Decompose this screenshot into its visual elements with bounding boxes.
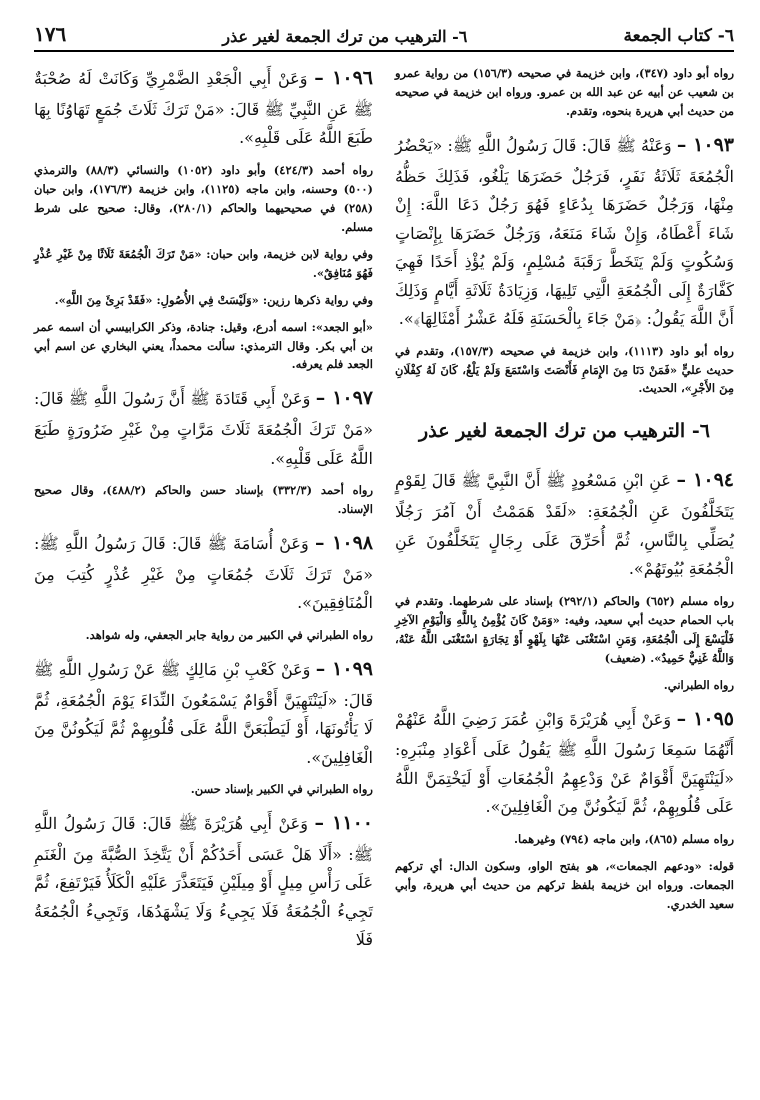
hadith-body: وَعَنْ أَبِي هُرَيْرَةَ وَابْنِ عُمَرَ رَضِيَ اللَّهُ عَنْهُمْ أَنَّهُمَا سَمِعَا رَسُولَ اللَّهِ ﷺ يَقُولُ عَلَى أَعْوَادِ مِنْبَرِهِ: «لَيَنْتَهِيَنَّ أَقْوَامٌ عَنْ وَدْعِهِمُ الْجُمُعَاتِ أَوْ لَيَخْتِمَنَّ اللَّهُ عَلَى قُلُوبِهِمْ، ثُمَّ لَيَكُونُنَّ مِنَ الْغَافِلِينَ». bbox=[395, 709, 734, 817]
hadith-block bbox=[34, 382, 373, 473]
hadith-body: وَعَنْ كَعْبِ بْنِ مَالِكٍ ﷺ عَنْ رَسُولِ اللَّهِ ﷺ قَالَ: «لَيَنْتَهِيَنَّ أَقْوَامٌ يَسْمَعُونَ النِّدَاءَ يَوْمَ الْجُمُعَةِ، ثُمَّ لَا يَأْتُونَهَا، أَوْ لَيَطْبَعَنَّ اللَّهُ عَلَى قُلُوبِهِمْ ثُمَّ لَيَكُونُنَّ مِنَ الْغَافِلِينَ». bbox=[34, 659, 373, 767]
hadith-number: ١٠٩٩ – bbox=[315, 657, 373, 680]
section-heading: ٦- الترهيب من ترك الجمعة لغير عذر bbox=[222, 27, 468, 46]
hadith-body: وَعَنْ أُسَامَةَ ﷺ قَالَ: قَالَ رَسُولُ اللَّهِ ﷺ: «مَنْ تَرَكَ ثَلَاثَ جُمُعَاتٍ مِنْ غَيْرِ عُذْرٍ كُتِبَ مِنَ الْمُنَافِقِينَ». bbox=[34, 534, 373, 613]
hadith-number: ١٠٩٣ – bbox=[676, 133, 734, 156]
hadith-block bbox=[395, 129, 734, 334]
source-note: رواه أحمد (٣٣٢/٣) بإسناد حسن والحاكم (٤٨٨/٢)، وقال صحيح الإسناد. bbox=[34, 483, 374, 517]
chapter-section-title: ٦- الترهيب من ترك الجمعة لغير عذر bbox=[419, 420, 710, 443]
source-note: رواه الطبراني في الكبير بإسناد حسن. bbox=[190, 782, 373, 797]
hadith-number: ١٠٩٧ – bbox=[315, 387, 374, 410]
hadith-number: ١١٠٠ – bbox=[314, 812, 373, 835]
source-note: رواه أحمد (٤٢٤/٣) وأبو داود (١٠٥٢) والنسائي (٨٨/٣) والترمذي (٥٠٠) وحسنه، وابن ماجه (١١٢٥)، وابن خزيمة (١٧٦/٣)، وابن حبان (٢٥٨) في صحيحيهما والحاكم (٢٨٠/١)، وقال: صحيح على شرط مسلم. bbox=[34, 162, 374, 234]
hadith-text bbox=[34, 807, 373, 955]
source-note: رواه الطبراني. bbox=[663, 677, 734, 692]
hadith-text bbox=[34, 653, 373, 772]
hadith-block bbox=[395, 464, 734, 583]
hadith-block bbox=[34, 653, 373, 772]
hadith-text bbox=[395, 703, 734, 822]
hadith-block bbox=[34, 807, 373, 955]
hadith-body: وَعَنْ أَبِي هُرَيْرَةَ ﷺ قَالَ: قَالَ رَسُولُ اللَّهِ ﷺ: «أَلَا هَلْ عَسَى أَحَدُكُمْ أَنْ يَتَّخِذَ الصُّبَّةَ مِنَ الْغَنَمِ عَلَى رَأْسِ مِيلٍ أَوْ مِيلَيْنِ فَيَتَعَذَّرَ عَلَيْهِ الْكَلَأُ فَيَرْتَفِعَ، ثُمَّ تَجِيءُ الْجُمُعَةُ فَلَا يَجِيءُ وَلَا يَشْهَدُهَا، وَتَجِيءُ الْجُمُعَةُ فَلَا bbox=[34, 814, 373, 950]
chapter-heading: ٦- كتاب الجمعة bbox=[623, 26, 734, 46]
hadith-body: وَعَنْهُ ﷺ قَالَ: قَالَ رَسُولُ اللَّهِ ﷺ: «يَحْضُرُ الْجُمُعَةَ ثَلَاثَةُ نَفَرٍ، فَرَجُلٌ حَضَرَهَا يَلْغُو، فَذَلِكَ حَظُّهُ مِنْهَا، وَرَجُلٌ حَضَرَهَا بِدُعَاءٍ فَهُوَ رَجُلٌ دَعَا اللَّهَ: إِنْ شَاءَ أَعْطَاهُ، وَإِنْ شَاءَ مَنَعَهُ، وَرَجُلٌ حَضَرَهَا بِإِنْصَاتٍ وَسُكُوتٍ وَلَمْ يَتَخَطَّ رَقَبَةَ مُسْلِمٍ، وَلَمْ يُؤْذِ أَحَدًا فَهِيَ كَفَّارَةٌ إِلَى الْجُمُعَةِ الَّتِي تَلِيهَا، وَزِيَادَةُ ثَلَاثَةِ أَيَّامٍ وَذَلِكَ أَنَّ اللَّهَ يَقُولُ: ﴿مَنْ جَاءَ بِالْحَسَنَةِ فَلَهُ عَشْرُ أَمْثَالِهَا﴾». bbox=[395, 135, 734, 329]
hadith-number: ١٠٩٤ – bbox=[676, 469, 734, 492]
source-note: رواه الطبراني في الكبير من رواية جابر الجعفي، وله شواهد. bbox=[85, 627, 373, 642]
source-note: وفي رواية لابن خزيمة، وابن حبان: «مَنْ تَرَكَ الْجُمُعَةَ ثَلَاثًا مِنْ غَيْرِ عُذْرٍ فَهُوَ مُنَافِقٌ». bbox=[34, 246, 373, 280]
hadith-body: عَنِ ابْنِ مَسْعُودٍ ﷺ أَنَّ النَّبِيَّ ﷺ قَالَ لِقَوْمٍ يَتَخَلَّفُونَ عَنِ الْجُمُعَةِ: «لَقَدْ هَمَمْتُ أَنْ آمُرَ رَجُلًا يُصَلِّي بِالنَّاسِ، ثُمَّ أُحَرِّقَ عَلَى رِجَالٍ يَتَخَلَّفُونَ عَنِ الْجُمُعَةِ بُيُوتَهُمْ». bbox=[395, 471, 734, 579]
hadith-number: ١٠٩٦ – bbox=[314, 67, 373, 89]
hadith-body: وَعَنْ أَبِي قَتَادَةَ ﷺ أَنَّ رَسُولَ اللَّهِ ﷺ قَالَ: «مَنْ تَرَكَ الْجُمُعَةَ ثَلَاثَ مَرَّاتٍ مِنْ غَيْرِ ضَرُورَةٍ طَبَعَ اللَّهُ عَلَى قَلْبِهِ». bbox=[34, 389, 373, 468]
source-note: وفي رواية ذكرها رزين: «وَلَيْسَتْ فِي الأُصُولِ: «فَقَدْ بَرِئَ مِنَ اللَّهِ». bbox=[54, 292, 373, 307]
hadith-block bbox=[395, 703, 734, 822]
right-column bbox=[395, 62, 734, 963]
hadith-text bbox=[395, 129, 734, 334]
hadith-number: ١٠٩٨ – bbox=[314, 532, 373, 555]
source-note: رواه أبو داود (١١١٣)، وابن خزيمة في صحيحه (١٥٧/٣)، وتقدم في حديث عليٍّ «فَمَنْ دَنَا مِنَ الإِمَامِ فَأَنْصَتَ وَاسْتَمَعَ وَلَمْ يَلْغُ، كَانَ لَهُ كِفْلَانِ مِنَ الأَجْرِ»، الحديث. bbox=[395, 343, 734, 396]
page-number: ١٧٦ bbox=[34, 22, 67, 46]
source-note: «أبو الجعد»: اسمه أدرع، وقيل: جنادة، وذكر الكرابيسي أن اسمه عمر بن أبي بكر. وقال الترمذي: سألت محمداً، يعني البخاري عن اسم أبي الجعد فلم يعرفه. bbox=[34, 319, 373, 372]
text-columns bbox=[34, 62, 734, 963]
source-note: قوله: «ودعهم الجمعات»، هو بفتح الواو، وسكون الدال: أي تركهم الجمعات. ورواه ابن خزيمة بلفظ تركهم من حديث أبي هريرة، وأبي سعيد الخدري. bbox=[395, 858, 734, 911]
hadith-text bbox=[34, 527, 373, 618]
hadith-text bbox=[395, 464, 734, 583]
hadith-body: وَعَنْ أَبِي الْجَعْدِ الضَّمْرِيِّ وَكَانَتْ لَهُ صُحْبَةٌ ﷺ عَنِ النَّبِيِّ ﷺ قَالَ: «مَنْ تَرَكَ ثَلَاثَ جُمَعٍ تَهَاوُنًا بِهَا طَبَعَ اللَّهُ عَلَى قَلْبِهِ». bbox=[34, 69, 373, 148]
hadith-block bbox=[34, 62, 373, 153]
hadith-text bbox=[34, 62, 373, 153]
hadith-number: ١٠٩٥ – bbox=[676, 707, 735, 730]
hadith-block bbox=[34, 527, 373, 618]
source-note: رواه مسلم (٦٥٢) والحاكم (٢٩٢/١) بإسناد على شرطهما. وتقدم في باب الحمام حديث أبي سعيد، وفيه: «وَمَنْ كَانَ يُؤْمِنُ بِاللَّهِ وَالْيَوْمِ الآخِرِ فَلْيَسْعَ إِلَى الْجُمُعَةِ، وَمَنِ اسْتَغْنَى عَنْهَا بِلَهْوٍ أَوْ تِجَارَةٍ اسْتَغْنَى اللَّهُ عَنْهُ، وَاللَّهُ غَنِيٌّ حَمِيدٌ». (ضعيف) bbox=[395, 593, 734, 665]
source-note: رواه مسلم (٨٦٥)، وابن ماجه (٧٩٤) وغيرهما. bbox=[513, 831, 734, 846]
left-column bbox=[34, 62, 373, 963]
hadith-text bbox=[34, 382, 373, 473]
source-note: رواه أبو داود (٣٤٧)، وابن خزيمة في صحيحه (١٥٦/٣) من رواية عمرو بن شعيب عن أبيه عن عبد الله بن عمرو. ورواه ابن خزيمة في صحيحه من حديث أبي هريرة بنحوه، وتقدم. bbox=[395, 66, 734, 118]
running-header bbox=[34, 22, 734, 52]
